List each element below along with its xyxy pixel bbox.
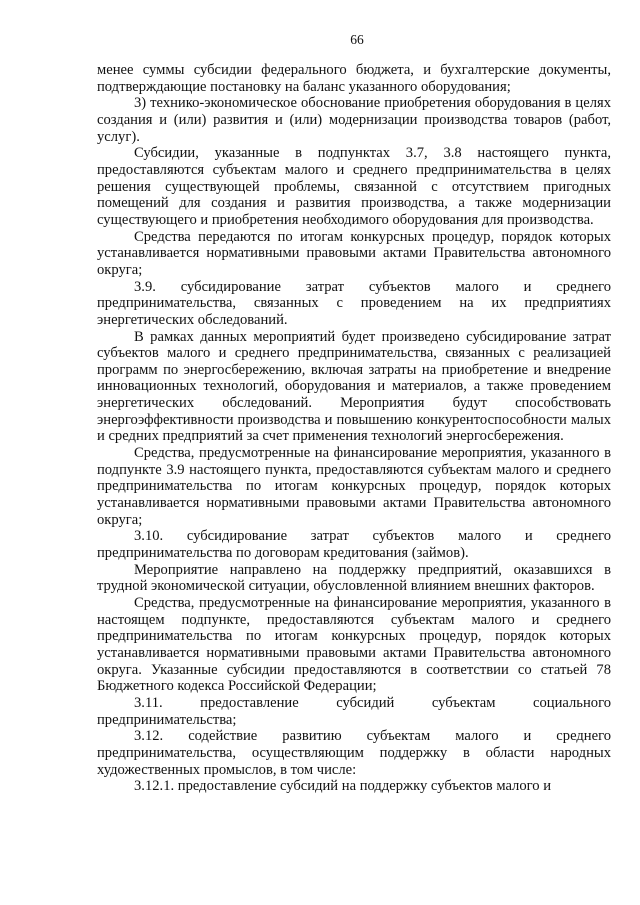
paragraph: Средства, предусмотренные на финансирование мероприятия, указанного в подпункте 3.9 настоящего пункта, предоставляются субъектам малого и среднего предпринимательства по итогам конкурсных процедур, порядок которых устанавливается нормативными правовыми актами Правительства автономного округа; [97, 445, 611, 528]
paragraph: Мероприятие направлено на поддержку предприятий, оказавшихся в трудной экономической ситуации, обусловленной влиянием внешних факторов. [97, 561, 611, 595]
paragraph: Средства передаются по итогам конкурсных процедур, порядок которых устанавливается нормативными правовыми актами Правительства автономного округа; [97, 228, 611, 278]
paragraph: В рамках данных мероприятий будет произведено субсидирование затрат субъектов малого и среднего предпринимательства, связанных с реализацией программ по энергосбережению, включая затраты на приобретение и внедрение инновационных технологий, оборудования и материалов, а также проведением энергетических обследований. Мероприятия будут способствовать энергоэффективности производства и повышению конкурентоспособности малых и средних предприятий за счет применения технологий энергосбережения. [97, 328, 611, 445]
paragraph: 3) технико-экономическое обоснование приобретения оборудования в целях создания и (или) развития и (или) модернизации производства товаров (работ, услуг). [97, 95, 611, 145]
document-page [97, 32, 611, 795]
paragraph: 3.10. субсидирование затрат субъектов малого и среднего предпринимательства по договорам кредитования (займов). [97, 528, 611, 562]
paragraph: 3.9. субсидирование затрат субъектов малого и среднего предпринимательства, связанных с проведением на их предприятиях энергетических обследований. [97, 278, 611, 328]
document-body [97, 62, 611, 795]
paragraph: Средства, предусмотренные на финансирование мероприятия, указанного в настоящем подпункте, предоставляются субъектам малого и среднего предпринимательства по итогам конкурсных процедур, порядок которых устанавливается нормативными правовыми актами Правительства автономного округа. Указанные субсидии предоставляются в соответствии со статьей 78 Бюджетного кодекса Российской Федерации; [97, 595, 611, 695]
paragraph: 3.12. содействие развитию субъектам малого и среднего предпринимательства, осуществляющим поддержку в области народных художественных промыслов, в том числе: [97, 728, 611, 778]
page-number: 66 [350, 32, 364, 47]
paragraph: 3.11. предоставление субсидий субъектам социального предпринимательства; [97, 694, 611, 728]
paragraph: 3.12.1. предоставление субсидий на поддержку субъектов малого и [134, 778, 552, 795]
paragraph: менее суммы субсидии федерального бюджета, и бухгалтерские документы, подтверждающие постановку на баланс указанного оборудования; [97, 62, 611, 95]
paragraph: Субсидии, указанные в подпунктах 3.7, 3.8 настоящего пункта, предоставляются субъектам малого и среднего предпринимательства в целях решения существующей проблемы, связанной с отсутствием пригодных помещений для создания и развития производства, а также модернизации существующего и приобретения необходимого оборудования для производства. [97, 145, 611, 228]
